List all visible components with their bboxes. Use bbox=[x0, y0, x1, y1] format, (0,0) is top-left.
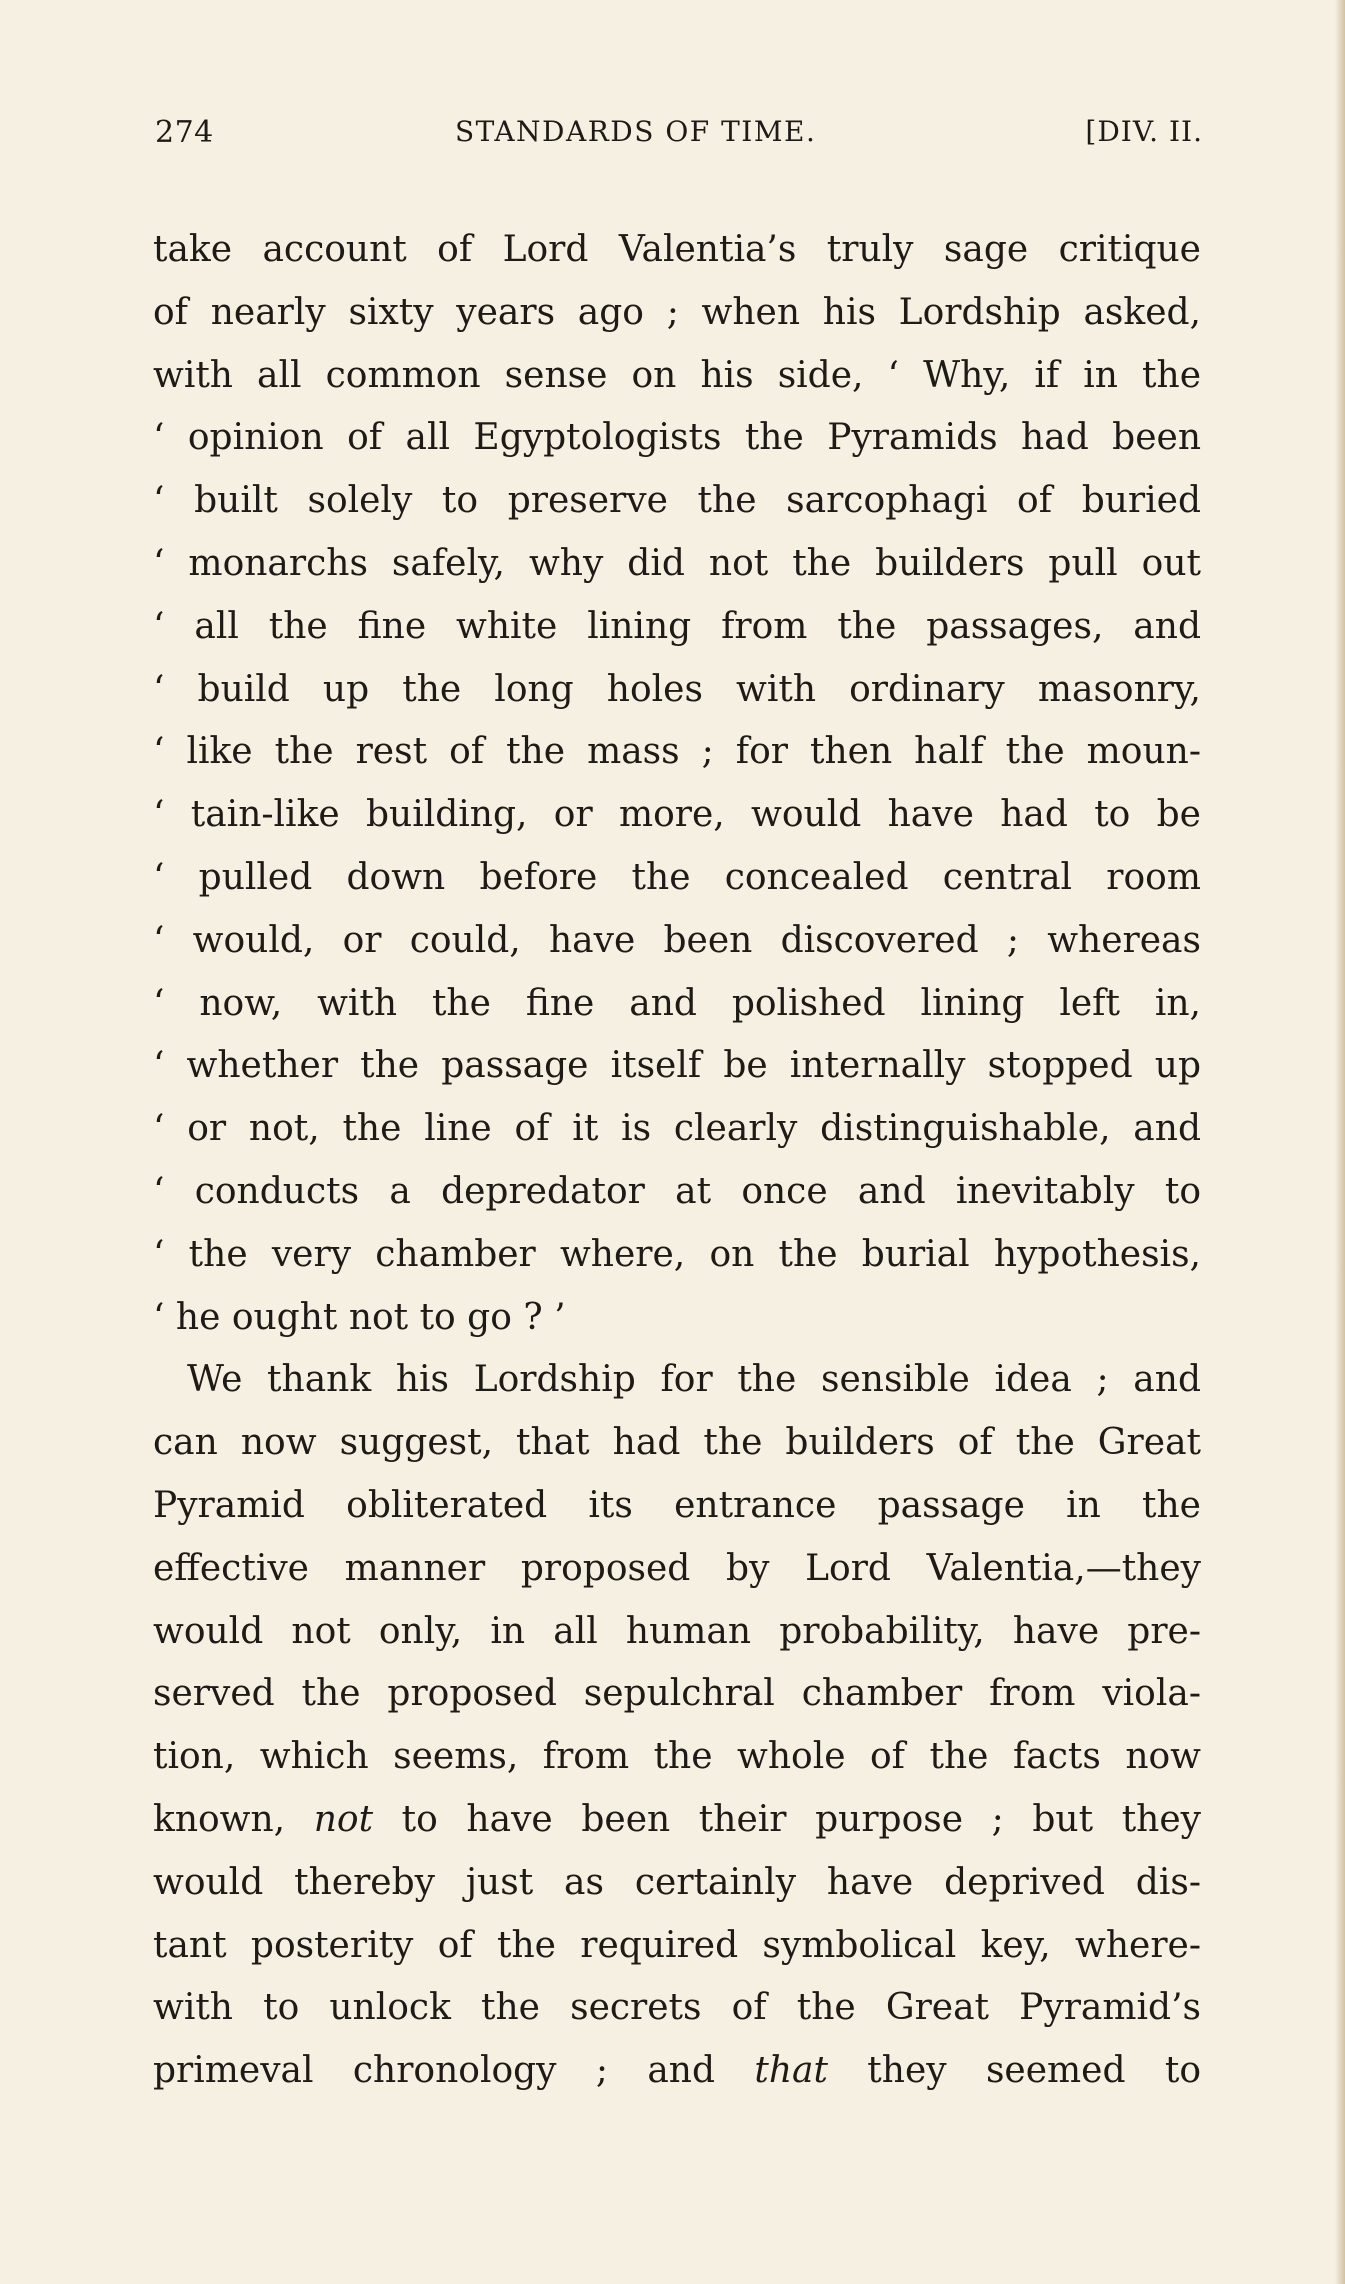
page-header bbox=[155, 115, 1203, 168]
division-marker: [DIV. II. bbox=[1085, 115, 1203, 148]
quote-line: ‘ monarchs safely, why did not the builders pull out bbox=[153, 542, 1201, 584]
text-segment: known, bbox=[153, 1798, 314, 1840]
paragraph-first-line: We thank his Lordship for the sensible idea ; and bbox=[187, 1359, 1201, 1401]
text-line: tion, which seems, from the whole of the facts now bbox=[153, 1736, 1201, 1778]
quote-line: ‘ now, with the fine and polished lining left in, bbox=[153, 982, 1201, 1024]
quote-line: ‘ build up the long holes with ordinary masonry, bbox=[153, 668, 1201, 710]
quote-line: ‘ whether the passage itself be internally stopped up bbox=[153, 1045, 1201, 1087]
text-line bbox=[153, 1789, 1201, 1852]
quote-line: ‘ all the fine white lining from the passages, and bbox=[153, 605, 1201, 647]
text-line: can now suggest, that had the builders of the Great bbox=[153, 1422, 1201, 1464]
quote-line: ‘ tain-like building, or more, would have had to be bbox=[153, 794, 1201, 836]
page-edge-shadow bbox=[1335, 0, 1345, 2284]
quote-line: ‘ like the rest of the mass ; for then half the moun- bbox=[153, 731, 1201, 773]
text-line: served the proposed sepulchral chamber from viola- bbox=[153, 1673, 1201, 1715]
text-line bbox=[153, 2040, 1201, 2103]
text-segment: they seemed to bbox=[827, 2050, 1201, 2092]
italic-emphasis: not bbox=[313, 1798, 374, 1840]
text-line: effective manner proposed by Lord Valentia,—they bbox=[153, 1547, 1201, 1589]
quote-line: ‘ would, or could, have been discovered ; whereas bbox=[153, 919, 1201, 961]
quote-line: ‘ built solely to preserve the sarcophagi of buried bbox=[153, 480, 1201, 522]
quote-line: ‘ conducts a depredator at once and inevitably to bbox=[153, 1170, 1201, 1212]
quote-line: ‘ opinion of all Egyptologists the Pyramids had been bbox=[153, 417, 1201, 459]
text-line: Pyramid obliterated its entrance passage in the bbox=[153, 1484, 1201, 1526]
text-line: take account of Lord Valentia’s truly sage critique bbox=[153, 229, 1201, 270]
quote-line: ‘ the very chamber where, on the burial hypothesis, bbox=[153, 1233, 1201, 1275]
quote-line: ‘ or not, the line of it is clearly distinguishable, and bbox=[153, 1108, 1201, 1150]
text-line: of nearly sixty years ago ; when his Lordship asked, bbox=[153, 291, 1201, 333]
text-segment: primeval chronology ; and bbox=[153, 2050, 755, 2092]
text-line: would thereby just as certainly have deprived dis- bbox=[153, 1861, 1201, 1903]
text-line: with to unlock the secrets of the Great Pyramid’s bbox=[153, 1987, 1201, 2029]
italic-emphasis: that bbox=[754, 2050, 828, 2092]
quote-line: ‘ pulled down before the concealed central room bbox=[153, 856, 1201, 898]
text-line: tant posterity of the required symbolical key, where- bbox=[153, 1924, 1201, 1966]
text-segment: to have been their purpose ; but they bbox=[373, 1798, 1201, 1840]
page-number: 274 bbox=[155, 115, 214, 150]
text-line: would not only, in all human probability, have pre- bbox=[153, 1610, 1201, 1652]
body-text bbox=[153, 219, 1201, 2103]
quote-line: ‘ he ought not to go ? ’ bbox=[153, 1296, 566, 1338]
text-line: with all common sense on his side, ‘ Why, if in the bbox=[153, 354, 1201, 396]
running-head: STANDARDS OF TIME. bbox=[455, 115, 817, 148]
